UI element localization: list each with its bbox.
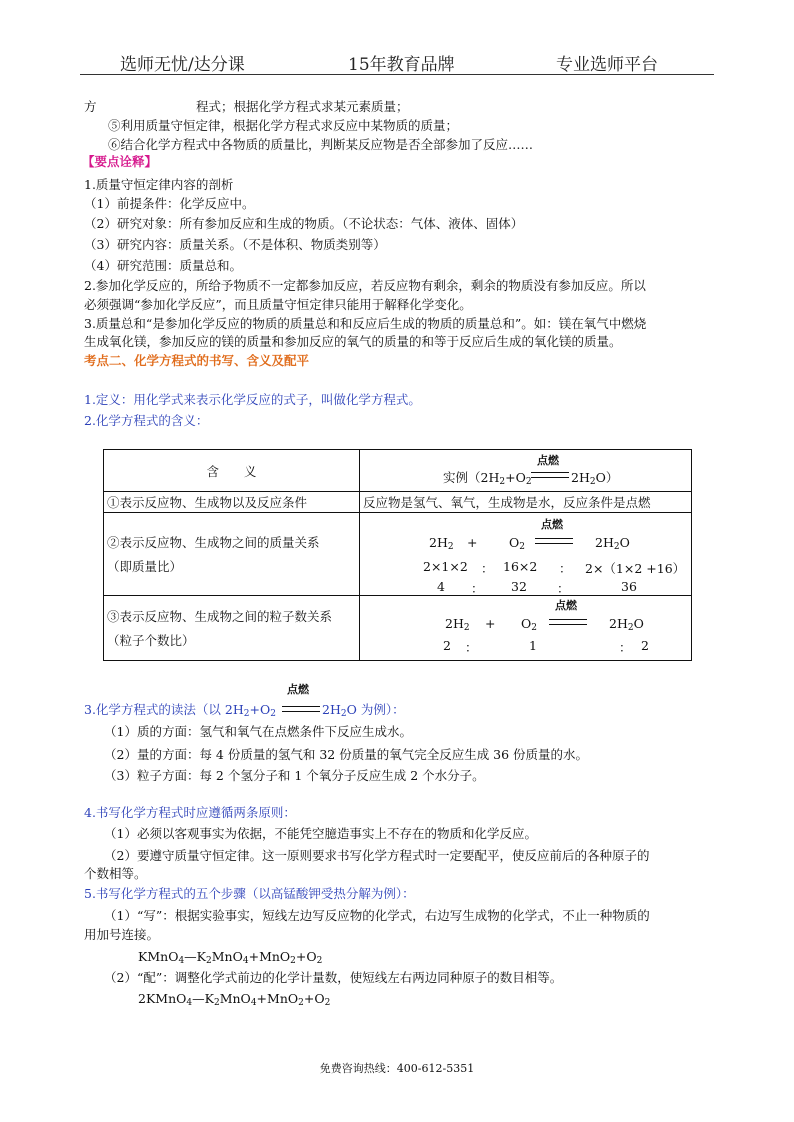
r2-eq-h2: $2H_2$ [429,535,454,552]
r2-cond: 点燃 [541,518,563,531]
r2-eq-plus: + [467,535,478,550]
r3-eq-sign [549,619,587,625]
s1-p1: 1.质量守恒定律内容的剖析 [84,177,234,192]
r2-sum-2: 32 [511,579,527,594]
r2-mass-2: 16×2 [503,559,538,574]
r3-eq-h2: $2H_2$ [445,616,470,633]
r2-sum-sep1: ： [471,581,484,596]
s1-p1-3: （3）研究内容：质量关系。（不是体积、物质类别等） [84,237,386,252]
r3-count-2: 1 [529,638,537,653]
r2-mass-1: 2×1×2 [423,559,468,574]
r3-left-a: ③表示反应物、生成物之间的粒子数关系 [107,609,333,624]
principles-l1: （1）必须以客观事实为依据，不能凭空臆造事实上不存在的物质和化学反应。 [104,826,537,841]
r2-right [360,513,692,596]
reading-cond: 点燃 [287,683,309,696]
header-right: 专业选师平台 [556,55,658,75]
steps-title: 5.书写化学方程式的五个步骤（以高锰酸钾受热分解为例）： [84,886,415,901]
reading-l3: （3）粒子方面：每 2 个氢分子和 1 个氧分子反应生成 2 个水分子。 [104,768,485,783]
s1-p1-2: （2）研究对象：所有参加反应和生成的物质。（不论状态：气体、液体、固体） [84,216,524,231]
table-row [104,513,692,596]
table-row [104,596,692,661]
r3-left-b: （粒子个数比） [107,633,195,648]
head-cond: 点燃 [537,454,559,467]
r2-left-b: （即质量比） [107,559,183,574]
table-row [104,492,692,513]
s1-p1-4: （4）研究范围：质量总和。 [84,258,242,273]
reading-title-pre: 3.化学方程式的读法（以 $2H_2+O_2$ [84,702,276,719]
intro-line1a: 方 [84,99,97,114]
intro-line3: ⑥结合化学方程式中各物质的质量比，判断某反应物是否全部参加了反应…… [108,137,534,152]
head-product: $2H_2O$） [571,470,619,487]
r3-count-3: 2 [641,638,649,653]
principles-l2b: 个数相等。 [84,866,147,881]
principles-l2a: （2）要遵守质量守恒定律。这一原则要求书写化学方程式时一定要配平，使反应前后的各种原子的 [104,848,650,863]
principles-title: 4.书写化学方程式时应遵循两条原则： [84,805,296,820]
r3-count-sep2: ： [619,640,632,655]
header-rule [80,74,714,75]
r2-sum-3: 36 [621,579,637,594]
r3-eq-o2: $O_2$ [521,616,537,633]
r3-eq-h2o: $2H_2O$ [609,616,644,633]
r3-count-sep1: ： [465,640,478,655]
r2-mass-sep2: ： [559,561,572,576]
head-eq-sign [531,472,569,478]
reading-l2: （2）量的方面：每 4 份质量的氢气和 32 份质量的氧气完全反应生成 36 份质量的水。 [104,747,589,762]
meaning-title: 2.化学方程式的含义： [84,413,209,428]
intro-line1b: 程式；根据化学方程式求某元素质量； [196,99,409,114]
s1-p3a: 3.质量总和“是参加化学反应的物质的质量总和和反应后生成的物质的质量总和”。如：镁在氧气中燃烧 [84,316,647,331]
r2-eq-o2: $O_2$ [509,535,525,552]
table-head-left: 含 义 [104,450,360,492]
r2-sum-1: 4 [437,579,445,594]
r3-right [360,596,692,661]
r3-left [104,596,360,661]
r2-eq-h2o: $2H_2O$ [595,535,630,552]
table-head-right [360,450,692,492]
steps-s1b: 用加号连接。 [84,927,160,942]
r2-mass-sep1: ： [481,561,494,576]
r3-eq-plus: + [485,616,496,631]
r2-left-a: ②表示反应物、生成物之间的质量关系 [107,535,320,550]
steps-formula1: $KMnO_4—K_2MnO_4+MnO_2+O_2$ [138,949,323,966]
s1-p3b: 生成氧化镁，参加反应的镁的质量和参加反应的氧气的质量的和等于反应后生成的氧化镁的质量。 [84,334,622,349]
r2-sum-sep2: ： [557,581,570,596]
footer-hotline: 免费咨询热线：400-612-5351 [319,1062,475,1075]
meaning-table [103,449,692,661]
r1-right: 反应物是氢气、氧气，生成物是水，反应条件是点燃 [360,492,692,513]
section2-title: 考点二、化学方程式的书写、含义及配平 [84,353,310,368]
table-header-row [104,450,692,492]
s1-p2a: 2.参加化学反应的，所给予物质不一定都参加反应，若反应物有剩余，剩余的物质没有参加反应。所以 [84,278,646,293]
r3-count-1: 2 [443,638,451,653]
r3-cond: 点燃 [555,599,577,612]
r2-mass-3: 2×（1×2 +16） [585,561,686,576]
r2-left [104,513,360,596]
head-eq: 实例（$2H_2+O_2$ [443,470,532,487]
reading-l1: （1）质的方面：氢气和氧气在点燃条件下反应生成水。 [104,724,412,739]
header-left: 选师无忧/达分课 [120,55,245,75]
intro-line2: ⑤利用质量守恒定律，根据化学方程式求反应中某物质的质量； [108,118,459,133]
steps-formula2: $2KMnO_4—K_2MnO_4+MnO_2+O_2$ [138,991,331,1008]
steps-s2: （2）“配”：调整化学式前边的化学计量数，使短线左右两边同种原子的数目相等。 [104,970,563,985]
r2-eq-sign [535,538,573,544]
reading-title-post: $2H_2O$ 为例）： [322,702,405,719]
s1-p2b: 必须强调“参加化学反应”，而且质量守恒定律只能用于解释化学变化。 [84,297,472,312]
keypoint-title: 【要点诠释】 [82,154,158,169]
s1-p1-1: （1）前提条件：化学反应中。 [84,196,255,211]
reading-eq-sign [282,706,320,712]
r1-left: ①表示反应物、生成物以及反应条件 [104,492,360,513]
header-center: 15年教育品牌 [348,55,455,75]
definition: 1.定义：用化学式来表示化学反应的式子，叫做化学方程式。 [84,392,421,407]
steps-s1a: （1）“写”：根据实验事实，短线左边写反应物的化学式，右边写生成物的化学式，不止一种物质的 [104,908,650,923]
